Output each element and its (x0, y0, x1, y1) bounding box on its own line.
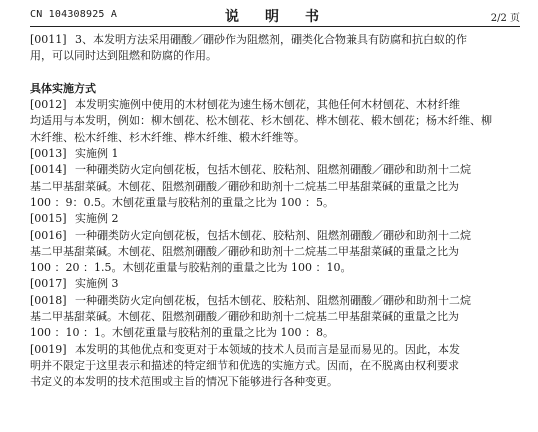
paragraph-text: 基二甲基甜菜碱。木刨花、阻燃剂硼酸／硼砂和助剂十二烷基二甲基甜菜碱的重量之比为 (30, 244, 459, 258)
paragraph-text: 实施例 2 (75, 212, 119, 226)
paragraph-number: [0014] (30, 163, 67, 177)
paragraph-0012 (30, 97, 522, 146)
paragraph-line (30, 244, 522, 260)
paragraph-text: 一种硼类防火定向刨花板，包括木刨花、胶粘剂、阻燃剂硼酸／硼砂和助剂十二烷 (75, 163, 471, 177)
document-title: 说 明 书 (225, 9, 325, 25)
paragraph-line (30, 146, 522, 162)
paragraph-text: 实施例 3 (75, 277, 119, 291)
paragraph-text: 均适用与本发明，例如：柳木刨花、松木刨花、杉木刨花、桦木刨花、椴木刨花；杨木纤维、柳 (30, 114, 492, 128)
paragraph-text: 木纤维、松木纤维、杉木纤维、桦木纤维、椴木纤维等。 (30, 130, 305, 144)
paragraph-line (30, 179, 522, 195)
paragraph-text: 基二甲基甜菜碱。木刨花、阻燃剂硼酸／硼砂和助剂十二烷基二甲基甜菜碱的重量之比为 (30, 310, 459, 324)
paragraph-text: 100 ：9：0.5。木刨花重量与胶粘剂的重量之比为 100 ：5。 (30, 195, 334, 209)
paragraph-text: 基二甲基甜菜碱。木刨花、阻燃剂硼酸／硼砂和助剂十二烷基二甲基甜菜碱的重量之比为 (30, 179, 459, 193)
paragraph-0017 (30, 276, 522, 292)
paragraph-text: 用，可以同时达到阻燃和防腐的作用。 (30, 49, 217, 63)
paragraph-text: 3、本发明方法采用硼酸／硼砂作为阻燃剂，硼类化合物兼具有防腐和抗白蚁的作 (75, 33, 467, 46)
paragraph-line (30, 211, 522, 227)
paragraph-text: 一种硼类防火定向刨花板，包括木刨花、胶粘剂、阻燃剂硼酸／硼砂和助剂十二烷 (75, 293, 471, 307)
paragraph-0015 (30, 211, 522, 227)
paragraph-text: 本发明的其他优点和变更对于本领域的技术人员而言是显而易见的。因此，本发 (75, 342, 460, 356)
paragraph-number: [0018] (30, 293, 67, 307)
paragraph-line (30, 342, 522, 358)
paragraph-number: [0016] (30, 228, 67, 242)
paragraph-0011 (30, 32, 522, 65)
paragraph-line (30, 32, 522, 48)
paragraph-text: 明并不限定于这里表示和描述的特定细节和优选的实施方式。因而，在不脱离由权利要求 (30, 358, 459, 372)
paragraph-line (30, 130, 522, 146)
paragraph-text: 100 ：20 ：1.5。木刨花重量与胶粘剂的重量之比为 100 ：10。 (30, 261, 352, 275)
paragraph-text: 书定义的本发明的技术范围或主旨的情况下能够进行各种变更。 (30, 375, 338, 389)
header-rule (30, 26, 520, 27)
paragraph-0014 (30, 162, 522, 211)
paragraph-line (30, 309, 522, 325)
page-header (30, 6, 520, 24)
paragraph-line (30, 276, 522, 292)
paragraph-line (30, 325, 522, 341)
document-number: CN 104308925 A (30, 9, 118, 20)
paragraph-line (30, 358, 522, 374)
paragraph-line (30, 113, 522, 129)
paragraph-0013 (30, 146, 522, 162)
paragraph-line (30, 374, 522, 390)
document-body (30, 32, 522, 391)
paragraph-line (30, 260, 522, 276)
paragraph-line (30, 293, 522, 309)
paragraph-number: [0012] (30, 98, 67, 112)
page-indicator: 2/2 页 (490, 13, 520, 24)
paragraph-line (30, 195, 522, 211)
paragraph-line (30, 48, 522, 64)
paragraph-number: [0015] (30, 212, 67, 226)
paragraph-text: 本发明实施例中使用的木材刨花为速生杨木刨花，其他任何木材刨花、木材纤维 (75, 98, 460, 112)
paragraph-text: 100 ：10 ：1。木刨花重量与胶粘剂的重量之比为 100 ：8。 (30, 326, 334, 340)
paragraph-text: 实施例 1 (75, 147, 119, 161)
paragraph-line (30, 162, 522, 178)
paragraph-0018 (30, 293, 522, 342)
section-spacer (30, 65, 522, 81)
paragraph-text: 一种硼类防火定向刨花板，包括木刨花、胶粘剂、阻燃剂硼酸／硼砂和助剂十二烷 (75, 228, 471, 242)
paragraph-number: [0013] (30, 147, 67, 161)
paragraph-line (30, 97, 522, 113)
paragraph-number: [0011] (30, 33, 67, 46)
paragraph-0016 (30, 228, 522, 277)
paragraph-number: [0017] (30, 277, 67, 291)
paragraph-0019 (30, 342, 522, 391)
paragraph-line (30, 228, 522, 244)
section-heading: 具体实施方式 (30, 81, 96, 95)
paragraph-number: [0019] (30, 342, 67, 356)
